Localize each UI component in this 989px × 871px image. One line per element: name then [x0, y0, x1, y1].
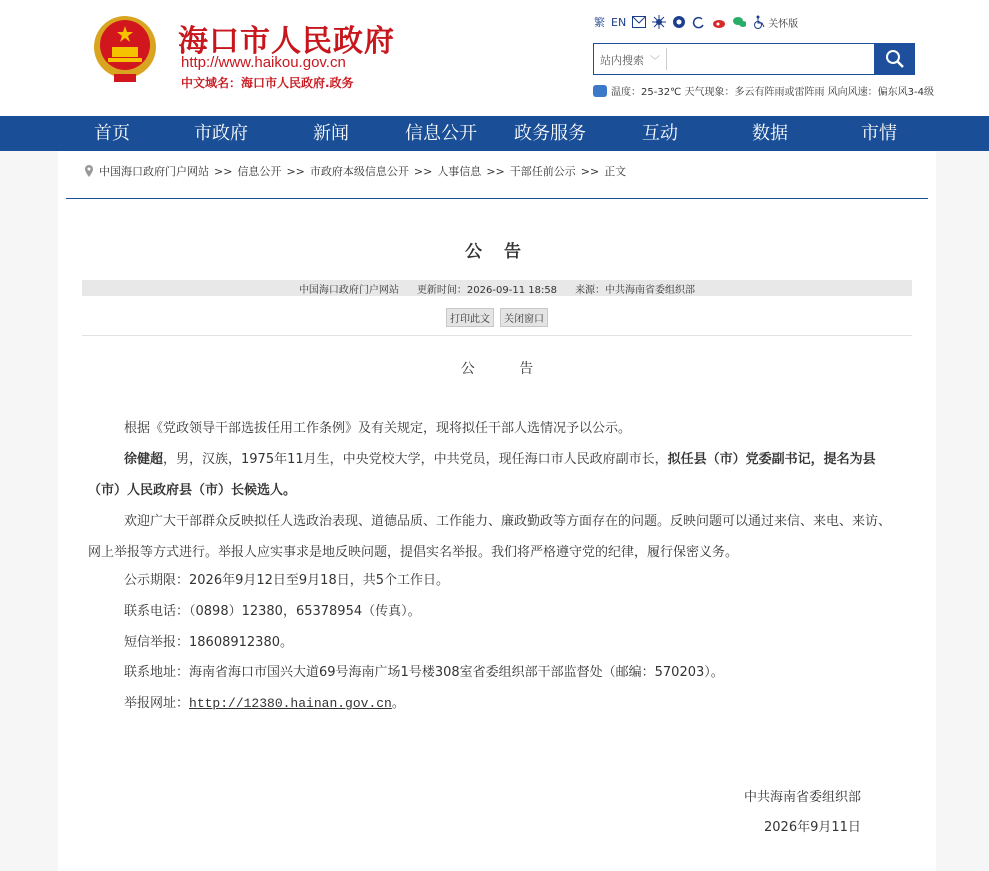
- search-box: [593, 43, 915, 75]
- search-scope-select[interactable]: 站内搜索: [600, 54, 644, 67]
- breadcrumb-sep: >>: [214, 164, 233, 178]
- breadcrumb-current: 正文: [604, 165, 627, 178]
- app-icon[interactable]: [672, 15, 686, 29]
- article-meta: [82, 280, 912, 296]
- breadcrumb-cadre-notice[interactable]: 干部任前公示: [509, 165, 576, 178]
- meta-updated: 更新时间：2026-09-11 18:58: [416, 284, 558, 296]
- search-icon: [885, 49, 905, 69]
- paragraph-candidate: 徐健超，男，汉族，1975年11月生，中央党校大学，中共党员，现任海口市人民政府副市长，拟任县（市）党委副书记，提名为县（市）人民政府县（市）长候选人。: [88, 452, 876, 498]
- english-link[interactable]: EN: [611, 15, 627, 29]
- divider: [66, 198, 928, 199]
- accessibility-icon[interactable]: [692, 15, 706, 29]
- article-title: 公 告: [465, 242, 529, 262]
- top-links: [594, 12, 798, 32]
- traditional-chinese-link[interactable]: 繁: [594, 16, 605, 29]
- close-window-button[interactable]: 关闭窗口: [500, 308, 548, 327]
- signature: 中共海南省委组织部: [744, 790, 862, 805]
- national-emblem-icon: [92, 14, 158, 84]
- print-button[interactable]: 打印此文: [446, 308, 494, 327]
- nav-item-interact[interactable]: 互动: [642, 123, 678, 144]
- site-header: [0, 0, 989, 116]
- breadcrumb-personnel[interactable]: 人事信息: [437, 165, 482, 178]
- nav-item-info-public[interactable]: 信息公开: [405, 123, 477, 144]
- divider: [82, 335, 912, 336]
- content-panel: [58, 151, 936, 871]
- body-title: 公 告: [460, 361, 554, 377]
- sunflower-icon[interactable]: [652, 15, 666, 29]
- search-button[interactable]: [874, 43, 915, 75]
- paragraph-intro: 根据《党政领导干部选拔任用工作条例》及有关规定，现将拟任干部人选情况予以公示。: [124, 421, 632, 436]
- nav-item-city-gov[interactable]: 市政府: [194, 123, 248, 144]
- care-mode-link[interactable]: 关怀版: [768, 18, 799, 30]
- search-input[interactable]: [666, 48, 879, 70]
- contact-address: 联系地址：海南省海口市国兴大道69号海南广场1号楼308室省委组织部干部监督处（邮编：570203）。: [124, 665, 724, 680]
- breadcrumb-info-public[interactable]: 信息公开: [237, 165, 282, 178]
- location-pin-icon: [84, 165, 94, 177]
- nav-item-gov-services[interactable]: 政务服务: [514, 123, 586, 144]
- breadcrumb-sep: >>: [486, 164, 505, 178]
- weather-icon: [593, 85, 607, 97]
- breadcrumb: [84, 163, 626, 179]
- weather-text: 温度：25-32℃ 天气现象：多云有阵雨或雷阵雨 风向风速：偏东风3-4级: [611, 87, 934, 98]
- report-website: 举报网址：http://12380.hainan.gov.cn。: [124, 696, 405, 711]
- main-nav: [0, 116, 989, 151]
- nav-item-city-info[interactable]: 市情: [861, 123, 897, 144]
- signature-date: 2026年9月11日: [764, 820, 861, 835]
- site-title: 海口市人民政府: [178, 24, 395, 59]
- breadcrumb-sep: >>: [286, 164, 305, 178]
- sms-report: 短信举报：18608912380。: [124, 635, 293, 650]
- wechat-icon[interactable]: [732, 15, 746, 29]
- weather-info: [593, 83, 934, 98]
- breadcrumb-sep: >>: [580, 164, 600, 178]
- chevron-down-icon[interactable]: ﹀: [650, 56, 660, 67]
- site-url: http://www.haikou.gov.cn: [181, 54, 346, 71]
- nav-item-data[interactable]: 数据: [752, 123, 788, 144]
- weibo-icon[interactable]: [712, 15, 726, 29]
- paragraph-feedback: 欢迎广大干部群众反映拟任人选政治表现、道德品质、工作能力、廉政勤政等方面存在的问题。反映问题可以通过来信、来电、来访、网上举报等方式进行。举报人应实事求是地反映问题，提倡实名举报。我们将严格遵守党的纪律，履行保密义务。: [88, 514, 892, 560]
- breadcrumb-home[interactable]: 中国海口政府门户网站: [99, 165, 209, 178]
- notice-period: 公示期限：2026年9月12日至9月18日，共5个工作日。: [124, 573, 449, 588]
- meta-site: 中国海口政府门户网站: [298, 284, 399, 296]
- breadcrumb-city-level[interactable]: 市政府本级信息公开: [309, 165, 409, 178]
- candidate-name: 徐健超: [124, 452, 164, 467]
- candidate-position: 拟任县（市）党委副书记，提名为县（市）人民政府县（市）长候选人。: [88, 452, 876, 498]
- mail-icon[interactable]: [632, 15, 646, 29]
- site-cn-domain: 中文域名：海口市人民政府.政务: [181, 76, 354, 90]
- breadcrumb-sep: >>: [413, 164, 433, 178]
- nav-item-home[interactable]: 首页: [94, 123, 130, 144]
- meta-source: 来源：中共海南省委组织部: [575, 284, 696, 296]
- report-url-link[interactable]: http://12380.hainan.gov.cn: [189, 696, 392, 711]
- contact-phone: 联系电话：（0898）12380，65378954（传真）。: [124, 604, 421, 619]
- wheelchair-icon[interactable]: [752, 15, 766, 29]
- article-actions: [58, 308, 936, 327]
- nav-item-news[interactable]: 新闻: [313, 123, 349, 144]
